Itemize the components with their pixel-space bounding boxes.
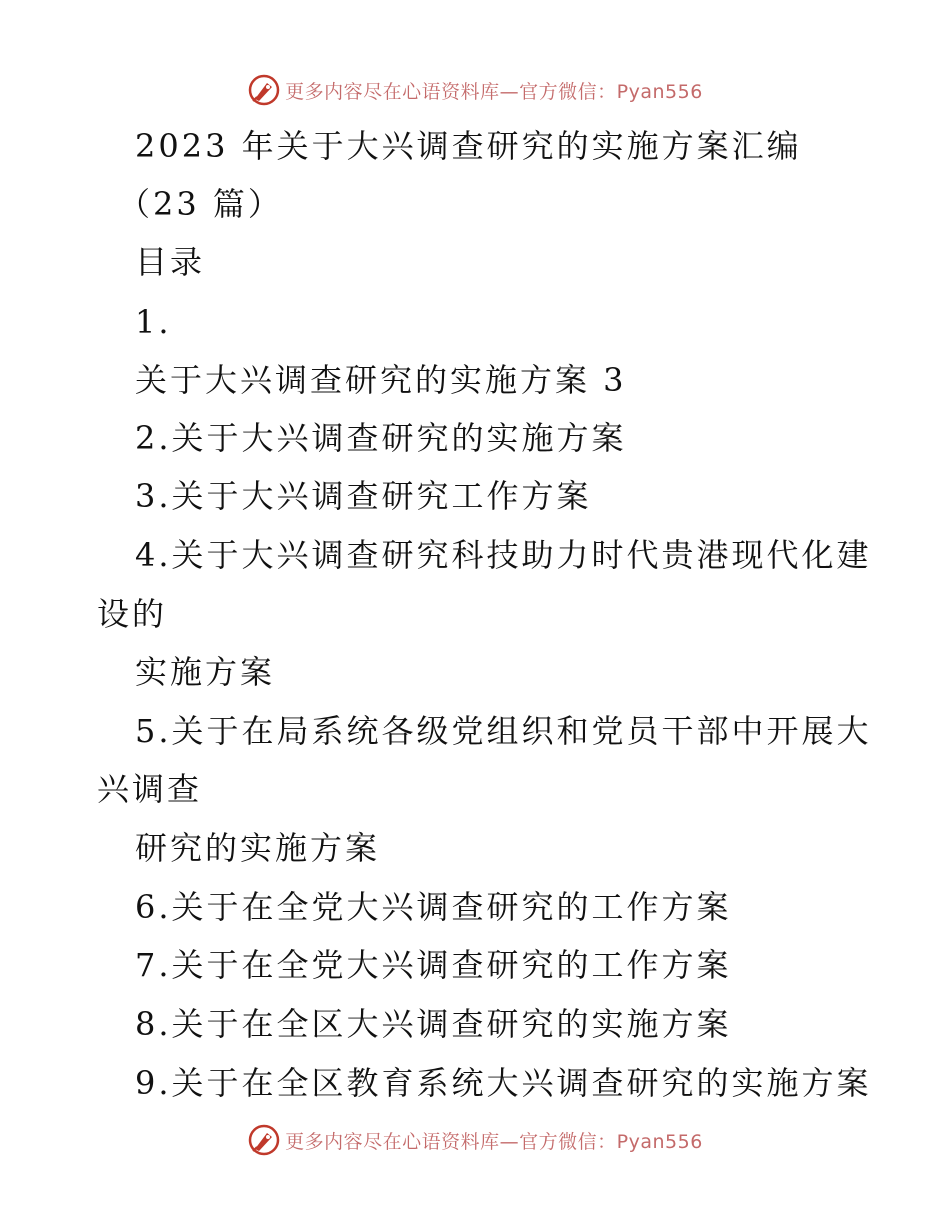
watermark-text: 更多内容尽在心语资料库—官方微信：Pyan556: [285, 80, 703, 103]
toc-line: 1.: [135, 303, 172, 341]
toc-line: 3.关于大兴调查研究工作方案: [135, 477, 592, 515]
header-watermark: [0, 70, 950, 110]
document-title: 2023 年关于大兴调查研究的实施方案汇编: [135, 127, 802, 165]
toc-line: 研究的实施方案: [135, 829, 381, 867]
toc-line: 9.关于在全区教育系统大兴调查研究的实施方案: [135, 1064, 872, 1102]
toc-line: 实施方案: [135, 653, 276, 691]
toc-line: 4.关于大兴调查研究科技助力时代贵港现代化建: [135, 536, 872, 574]
pen-nib-logo-icon: [247, 73, 281, 107]
toc-line: 关于大兴调查研究的实施方案 3: [135, 361, 627, 399]
footer-watermark: [0, 1120, 950, 1160]
toc-line: 8.关于在全区大兴调查研究的实施方案: [135, 1005, 732, 1043]
toc-line: 6.关于在全党大兴调查研究的工作方案: [135, 888, 732, 926]
document-title-count: （23 篇）: [118, 185, 283, 223]
toc-line: 兴调查: [97, 770, 203, 808]
toc-heading: 目录: [135, 243, 206, 281]
watermark-text: 更多内容尽在心语资料库—官方微信：Pyan556: [285, 1130, 703, 1153]
toc-line: 5.关于在局系统各级党组织和党员干部中开展大: [135, 712, 872, 750]
toc-line: 设的: [97, 595, 168, 633]
toc-line: 7.关于在全党大兴调查研究的工作方案: [135, 946, 732, 984]
toc-line: 2.关于大兴调查研究的实施方案: [135, 419, 627, 457]
pen-nib-logo-icon: [247, 1123, 281, 1157]
